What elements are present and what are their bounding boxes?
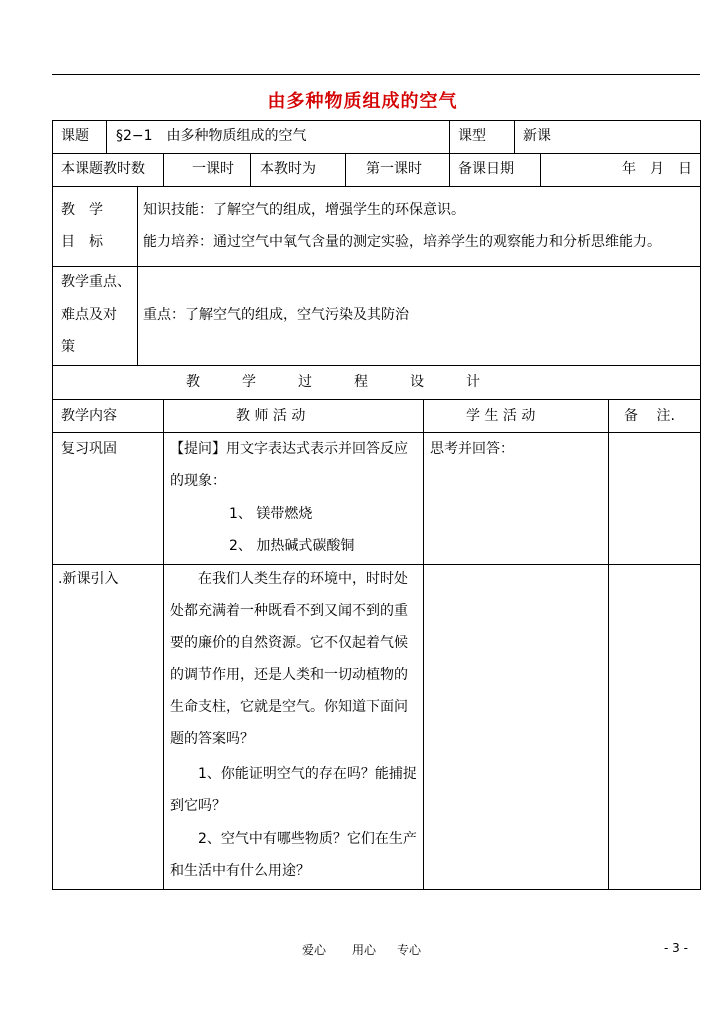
- footer-motto-3: 专心: [397, 943, 422, 957]
- lesson-label: 课题: [61, 128, 89, 144]
- review-item-2: 2、 加热碱式碳酸铜: [229, 538, 355, 554]
- col-divider: [514, 120, 515, 153]
- col-divider: [423, 399, 424, 890]
- type-label: 课型: [458, 128, 486, 144]
- col-divider: [106, 120, 107, 153]
- page-number: - 3 -: [664, 941, 688, 955]
- col-divider: [163, 153, 164, 186]
- focus-label-line3: 策: [61, 339, 75, 355]
- intro-label: .新课引入: [58, 571, 119, 587]
- row-divider: [52, 365, 701, 366]
- intro-question-1: 1、你能证明空气的存在吗？能捕捉到它吗？: [170, 766, 417, 814]
- review-teacher-line1: 【提问】用文字表达式表示并回答反应: [170, 441, 408, 457]
- col-header-note: 备 注.: [624, 408, 675, 424]
- intro-question-2: 2、空气中有哪些物质？它们在生产和生活中有什么用途？: [170, 831, 417, 879]
- col-divider: [345, 153, 346, 186]
- type-value: 新课: [523, 128, 551, 144]
- row-divider: [52, 399, 701, 400]
- design-header: 教 学 过 程 设 计: [186, 374, 480, 390]
- row-divider: [52, 266, 701, 267]
- page-title: 由多种物质组成的空气: [267, 91, 458, 112]
- col-header-content: 教学内容: [61, 408, 117, 424]
- this-session-label: 本教时为: [260, 161, 316, 177]
- row-divider: [52, 153, 701, 154]
- review-label: 复习巩固: [61, 441, 117, 457]
- review-student: 思考并回答：: [430, 441, 514, 457]
- footer-motto-2: 用心: [352, 943, 377, 957]
- intro-paragraph: 在我们人类生存的环境中，时时处处都充满着一种既看不到又闻不到的重要的廉价的自然资源。它不仅起着气候的调节作用，还是人类和一切动植物的生命支柱，它就是空气。你知道下面问题的答案吗？: [170, 571, 408, 747]
- col-header-teacher: 教 师 活 动: [236, 408, 306, 424]
- focus-label-line2: 难点及对: [61, 307, 117, 323]
- col-divider: [449, 120, 450, 153]
- prep-date-value: 年 月 日: [622, 161, 692, 177]
- goals-ability: 能力培养：通过空气中氧气含量的测定实验，培养学生的观察能力和分析思维能力。: [143, 234, 661, 250]
- review-teacher-line2: 的现象：: [170, 473, 226, 489]
- col-header-student: 学 生 活 动: [466, 408, 536, 424]
- row-divider: [52, 432, 701, 433]
- footer-motto-1: 爱心: [302, 943, 327, 957]
- col-divider: [540, 153, 541, 186]
- prep-date-label: 备课日期: [458, 161, 514, 177]
- col-divider: [449, 153, 450, 186]
- row-divider: [52, 186, 701, 187]
- review-item-1: 1、 镁带燃烧: [229, 506, 313, 522]
- focus-label-line1: 教学重点、: [61, 274, 131, 290]
- col-divider: [163, 399, 164, 890]
- header-rule: [52, 74, 700, 75]
- goals-label-line2: 目 标: [61, 234, 103, 250]
- lesson-value: §2−1 由多种物质组成的空气: [116, 128, 307, 144]
- this-session-value: 第一课时: [366, 161, 422, 177]
- hours-value: 一课时: [192, 161, 234, 177]
- goals-label-line1: 教 学: [61, 202, 103, 218]
- col-divider: [608, 399, 609, 890]
- focus-text: 重点：了解空气的组成，空气污染及其防治: [143, 307, 409, 323]
- hours-label: 本课题教时数: [61, 161, 145, 177]
- col-divider: [250, 153, 251, 186]
- goals-knowledge: 知识技能：了解空气的组成，增强学生的环保意识。: [143, 202, 465, 218]
- col-divider: [137, 186, 138, 365]
